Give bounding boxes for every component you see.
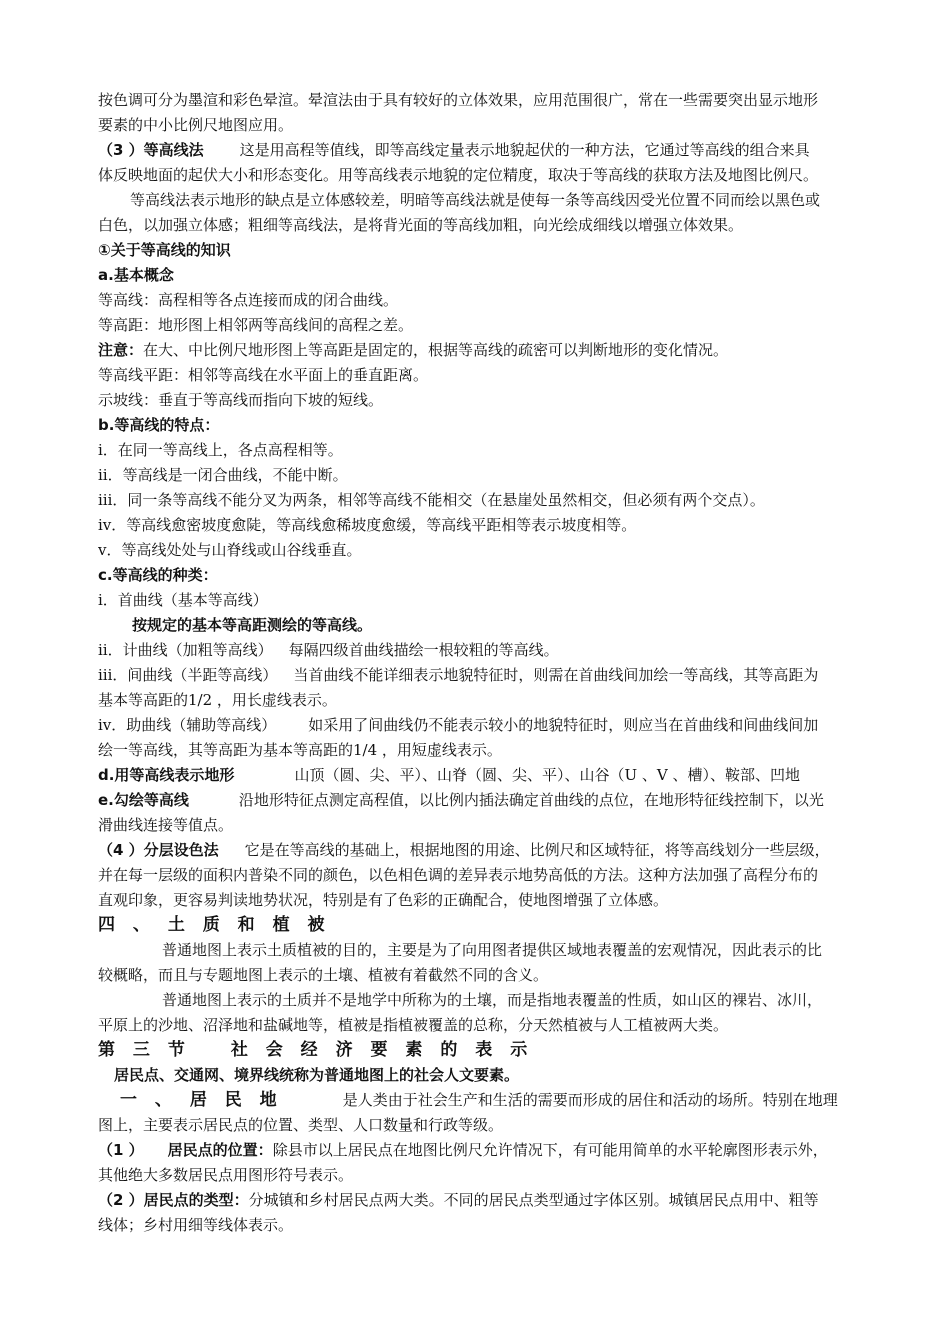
definition-line: 等高线：高程相等各点连接而成的闭合曲线。 [98,291,399,309]
subheading: d.用等高线表示地形 [98,766,235,784]
list-item [98,638,910,663]
list-item [98,713,910,738]
list-item-term: ⅳ．助曲线（辅助等高线） [98,716,277,734]
list-item: ⅰ．在同一等高线上，各点高程相等。 [98,441,343,459]
note-text: 在大、中比例尺地形图上等高距是固定的，根据等高线的疏密可以判断地形的变化情况。 [143,341,729,359]
document-page [98,88,910,1238]
section-line [98,838,910,863]
list-item-desc: 当首曲线不能详细表示地貌特征时，则需在首曲线间加绘一等高线，其等高距为 [293,666,819,684]
paragraph-line: 图上，主要表示居民点的位置、类型、人口数量和行政等级。 [98,1116,504,1134]
list-item-term: ⅱ．计曲线（加粗等高线） [98,641,273,659]
subheading: c.等高线的种类： [98,566,218,584]
paragraph-line: 基本等高距的1/2 ，用长虚线表示。 [98,691,337,709]
subheading: a.基本概念 [98,266,174,284]
paragraph-line: 等高线法表示地形的缺点是立体感较差，明暗等高线法就是使每一条等高线因受光位置不同而绘以黑色或 [130,191,821,209]
list-item: ⅴ．等高线处处与山脊线或山谷线垂直。 [98,541,362,559]
chapter-name: 社 会 经 济 要 素 的 表 示 [230,1040,534,1060]
subheading: b.等高线的特点： [98,416,220,434]
list-item: ⅲ．同一条等高线不能分叉为两条，相邻等高线不能相交（在悬崖处虽然相交，但必须有两个交点）。 [98,491,765,509]
definition-line: 等高线平距：相邻等高线在水平面上的垂直距离。 [98,366,429,384]
paragraph-line: 较概略，而且与专题地图上表示的土壤、植被有着截然不同的含义。 [98,966,549,984]
subheading: e.勾绘等高线 [98,791,189,809]
list-item-desc: 如采用了间曲线仍不能表示较小的地貌特征时，则应当在首曲线和间曲线间加 [308,716,819,734]
section-text: 分城镇和乡村居民点两大类。不同的居民点类型通过字体区别。城镇居民点用中、粗等 [248,1191,819,1209]
section-line [98,788,910,813]
section-text: 山顶（圆、尖、平）、山脊（圆、尖、平）、山谷（U 、V 、槽）、鞍部、凹地 [294,766,800,784]
section-title: 四 、 土 质 和 植 被 [98,915,331,935]
paragraph-line: 普通地图上表示的土质并不是地学中所称为的土壤，而是指地表覆盖的性质，如山区的裸岩、冰川， [162,991,823,1009]
list-item: ⅰ．首曲线（基本等高线） [98,591,268,609]
paragraph-line: 其他绝大多数居民点用图形符号表示。 [98,1166,354,1184]
list-item-term: ⅲ．间曲线（半距等高线） [98,666,278,684]
note-label: 注意： [98,341,144,359]
section-text: 这是用高程等值线，即等高线定量表示地貌起伏的一种方法，它通过等高线的组合来具 [239,141,810,159]
section-title: 一 、 居 民 地 [120,1090,283,1110]
paragraph-line: 体反映地面的起伏大小和形态变化。用等高线表示地貌的定位精度，取决于等高线的获取方法及地图比例尺。 [98,166,819,184]
section-text: 沿地形特征点测定高程值，以比例内插法确定首曲线的点位，在地形特征线控制下，以光 [238,791,824,809]
list-item [98,663,910,688]
subheading: 居民点的位置： [167,1141,273,1159]
summary-line: 居民点、交通网、境界线统称为普通地图上的社会人文要素。 [114,1066,520,1084]
paragraph-line: 线体；乡村用细等线体表示。 [98,1216,294,1234]
section-line [98,1188,910,1213]
section-line [98,138,910,163]
section-heading: （3 ）等高线法 [98,141,204,159]
section-line [98,763,910,788]
paragraph-line: 按色调可分为墨渲和彩色晕渲。晕渲法由于具有较好的立体效果，应用范围很广，常在一些需要突出显示地形 [98,91,819,109]
paragraph-line: 滑曲线连接等值点。 [98,816,234,834]
paragraph-line: 直观印象，更容易判读地势状况，特别是有了色彩的正确配合，使地图增强了立体感。 [98,891,669,909]
definition-line: 等高距：地形图上相邻两等高线间的高程之差。 [98,316,414,334]
list-item-desc: 每隔四级首曲线描绘一根较粗的等高线。 [288,641,559,659]
item-number: （1 ） [98,1141,144,1159]
section-text: 是人类由于社会生产和生活的需要而形成的居住和活动的场所。特别在地理 [342,1091,838,1109]
paragraph-line: 绘一等高线，其等高距为基本等高距的1/4 ，用短虚线表示。 [98,741,502,759]
section-line [98,1088,910,1113]
paragraph-line: 要素的中小比例尺地图应用。 [98,116,294,134]
paragraph-line: 普通地图上表示土质植被的目的，主要是为了向用图者提供区域地表覆盖的宏观情况，因此表示的比 [162,941,823,959]
list-item: ⅳ．等高线愈密坡度愈陡，等高线愈稀坡度愈缓，等高线平距相等表示坡度相等。 [98,516,637,534]
note-line [98,338,910,363]
list-item-detail: 按规定的基本等高距测绘的等高线。 [132,616,373,634]
paragraph-line: 并在每一层级的面积内普染不同的颜色，以色相色调的差异表示地势高低的方法。这种方法加强了高程分布的 [98,866,819,884]
paragraph-line: 平原上的沙地、沼泽地和盐碱地等，植被是指植被覆盖的总称，分天然植被与人工植被两大类。 [98,1016,729,1034]
chapter-title [98,1038,910,1063]
definition-line: 示坡线：垂直于等高线而指向下坡的短线。 [98,391,384,409]
paragraph-line: 白色，以加强立体感；粗细等高线法，是将背光面的等高线加粗，向光绘成细线以增强立体效果。 [98,216,744,234]
subheading: （2 ）居民点的类型： [98,1191,249,1209]
section-text: 除县市以上居民点在地图比例尺允许情况下，有可能用简单的水平轮廓图形表示外， [272,1141,828,1159]
section-heading: （4 ）分层设色法 [98,841,219,859]
subheading: ①关于等高线的知识 [98,241,231,259]
chapter-number: 第 三 节 [98,1040,191,1060]
section-line [98,1138,910,1163]
section-text: 它是在等高线的基础上，根据地图的用途、比例尺和区域特征，将等高线划分一些层级， [244,841,830,859]
list-item: ⅱ．等高线是一闭合曲线，不能中断。 [98,466,348,484]
